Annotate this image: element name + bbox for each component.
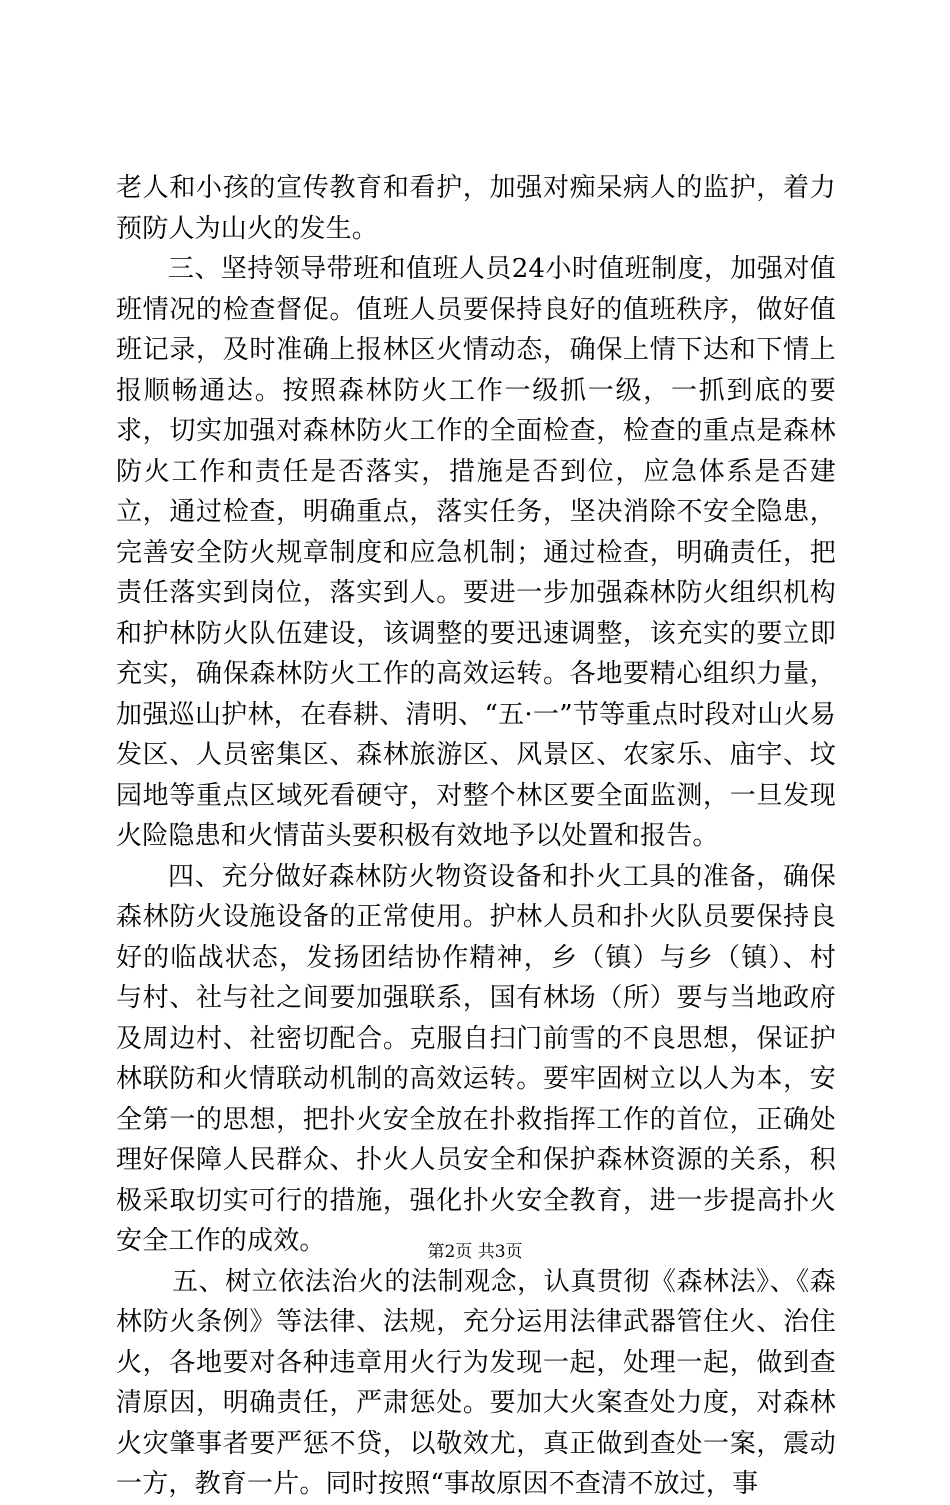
paragraph-section-four: 四、充分做好森林防火物资设备和扑火工具的准备，确保森林防火设施设备的正常使用。护林人员和扑火队员要保持良好的临战状态，发扬团结协作精神，乡（镇）与乡（镇）、村与村、社与社之间要加强联系，国有林场（所）要与当地政府及周边村、社密切配合。克服自扫门前雪的不良思想，保证护林联防和火情联动机制的高效运转。要牢固树立以人为本，安全第一的思想，把扑火安全放在扑救指挥工作的首位，正确处理好保障人民群众、扑火人员安全和保护森林资源的关系，积极采取切实可行的措施，强化扑火安全教育，进一步提高扑火安全工作的成效。 [116,861,836,1256]
document-body [116,168,836,1505]
paragraph-section-three: 三、坚持领导带班和值班人员24小时值班制度，加强对值班情况的检查督促。值班人员要保持良好的值班秩序，做好值班记录，及时准确上报林区火情动态，确保上情下达和下情上报顺畅通达。按照森林防火工作一级抓一级，一抓到底的要求，切实加强对森林防火工作的全面检查，检查的重点是森林防火工作和责任是否落实，措施是否到位，应急体系是否建立，通过检查，明确重点，落实任务，坚决消除不安全隐患，完善安全防火规章制度和应急机制；通过检查，明确责任，把责任落实到岗位，落实到人。要进一步加强森林防火组织机构和护林防火队伍建设，该调整的要迅速调整，该充实的要立即充实，确保森林防火工作的高效运转。各地要精心组织力量，加强巡山护林，在春耕、清明、“五·一”节等重点时段对山火易发区、人员密集区、森林旅游区、风景区、农家乐、庙宇、坟园地等重点区域死看硬守，对整个林区要全面监测，一旦发现火险隐患和火情苗头要积极有效地予以处置和报告。 [116,254,836,851]
page-number-footer: 第2页 共3页 [427,1242,523,1262]
paragraph-section-five: 五、树立依法治火的法制观念，认真贯彻《森林法》、《森林防火条例》等法律、法规，充分运用法律武器管住火、治住火，各地要对各种违章用火行为发现一起，处理一起，做到查清原因，明确责任，严肃惩处。要加大火案查处力度，对森林火灾肇事者要严惩不贷，以敬效尤，真正做到查处一案，震动一方，教育一片。同时按照“事故原因不查清不放过，事 [116,1266,836,1499]
paragraph-continuation: 老人和小孩的宣传教育和看护，加强对痴呆病人的监护，着力预防人为山火的发生。 [116,173,836,244]
